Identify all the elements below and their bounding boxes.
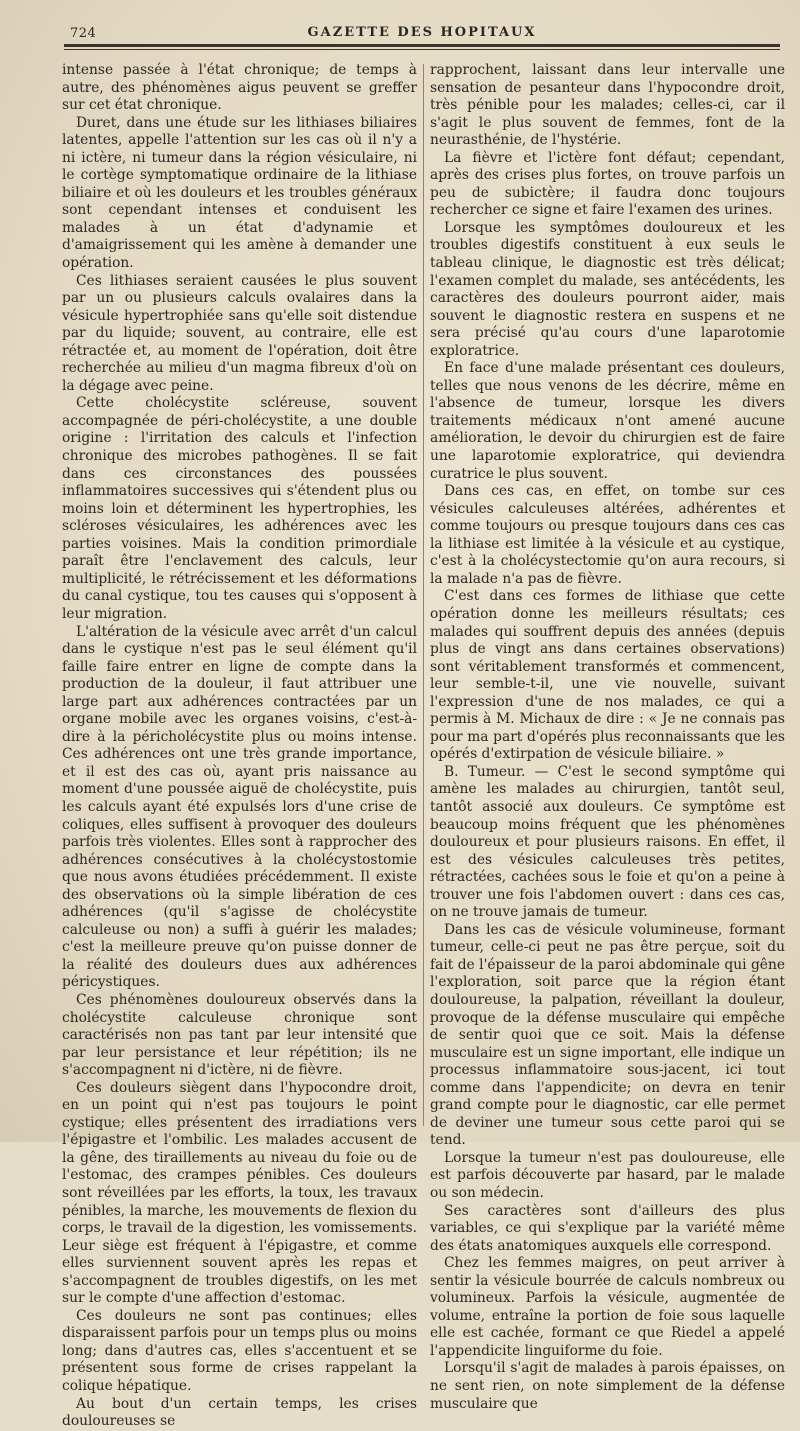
paragraph: Au bout d'un certain temps, les crises douloureuses se <box>62 1395 417 1430</box>
paragraph: Lorsqu'il s'agit de malades à parois épaisses, on ne sent rien, on note simplement de la défense musculaire que <box>430 1360 785 1412</box>
paragraph: intense passée à l'état chronique; de temps à autre, des phénomènes aigus peuvent se greffer sur cet état chronique. <box>62 62 417 114</box>
right-column <box>430 62 785 1412</box>
paragraph: Cette cholécystite scléreuse, souvent accompagnée de péri-cholécystite, a une double origine : l'irritation des calculs et l'infection chronique des microbes pathogènes. Il se fait dans ces circonstances des poussées inflammatoires successives qui s'étendent plus ou moins loin et déterminent les hypertrophies, les scléroses vésiculaires, les adhérences avec les parties voisines. Mais la condition primordiale paraît être l'enclavement des calculs, leur multiplicité, le rétrécissement et les déformations du canal cystique, tou tes causes qui s'opposent à leur migration. <box>62 395 417 622</box>
paragraph: Chez les femmes maigres, on peut arriver à sentir la vésicule bourrée de calculs nombreux ou volumineux. Parfois la vésicule, augmentée de volume, entraîne la portion de foie sous laquelle elle est cachée, formant ce que Riedel a appelé l'appendicite linguiforme du foie. <box>430 1255 785 1359</box>
paragraph: Duret, dans une étude sur les lithiases biliaires latentes, appelle l'attention sur les cas où il n'y a ni ictère, ni tumeur dans la région vésiculaire, ni le cortège symptomatique ordinaire de la lithiase biliaire et où les douleurs et les troubles généraux sont cependant intenses et conduisent les malades à un état d'adynamie et d'amaigrissement qui les amène à demander une opération. <box>62 114 417 272</box>
page-header <box>64 24 780 46</box>
section-paragraph-tumeur: B. Tumeur. — C'est le second symptôme qui amène les malades au chirurgien, tantôt seul, tantôt associé aux douleurs. Ce symptôme est beaucoup moins fréquent que les phénomènes douloureux et pour plusieurs raisons. En effet, il est des vésicules calculeuses très petites, rétractées, cachées sous le foie et qu'on a peine à trouver une fois l'abdomen ouvert : dans ces cas, on ne trouve jamais de tumeur. <box>430 763 785 921</box>
paragraph: Ces douleurs ne sont pas continues; elles disparaissent parfois pour un temps plus ou moins long; dans d'autres cas, elles s'accentuent et se présentent sous forme de crises rappelant la colique hépatique. <box>62 1307 417 1395</box>
page-number: 724 <box>70 26 97 41</box>
header-rule-thick <box>64 44 780 47</box>
left-column <box>62 62 417 1430</box>
header-rule-thin <box>64 49 780 50</box>
paragraph: Lorsque les symptômes douloureux et les troubles digestifs constituent à eux seuls le tableau clinique, le diagnostic est très délicat; l'examen complet du malade, ses antécédents, les caractères des douleurs pourront aider, mais souvent le diagnostic restera en suspens et ne sera précisé qu'au cours d'une laparotomie exploratrice. <box>430 219 785 359</box>
journal-title: GAZETTE DES HOPITAUX <box>307 25 537 40</box>
paragraph: Ses caractères sont d'ailleurs des plus variables, ce qui s'explique par la variété même des états anatomiques auxquels elle correspond. <box>430 1202 785 1254</box>
paragraph: C'est dans ces formes de lithiase que cette opération donne les meilleurs résultats; ces malades qui souffrent depuis des années (depuis plus de vingt ans dans certaines observations) sont véritablement transformés et commencent, leur semble-t-il, une vie nouvelle, suivant l'expression d'une de nos malades, ce qui a permis à M. Michaux de dire : « Je ne connais pas pour ma part d'opérés plus reconnaissants que les opérés d'extirpation de vésicule biliaire. » <box>430 588 785 763</box>
paragraph: Ces lithiases seraient causées le plus souvent par un ou plusieurs calculs ovalaires dans la vésicule hypertrophiée sans qu'elle soit distendue par du liquide; souvent, au contraire, elle est rétractée et, au moment de l'opération, doit être recherchée au milieu d'un magma fibreux d'où on la dégage avec peine. <box>62 272 417 394</box>
paragraph: rapprochent, laissant dans leur intervalle une sensation de pesanteur dans l'hypocondre droit, très pénible pour les malades; celles-ci, car il s'agit le plus souvent de femmes, font de la neurasthénie, de l'hystérie. <box>430 62 785 149</box>
paragraph: Lorsque la tumeur n'est pas douloureuse, elle est parfois découverte par hasard, par le malade ou son médecin. <box>430 1149 785 1201</box>
paragraph: La fièvre et l'ictère font défaut; cependant, après des crises plus fortes, on trouve parfois un peu de subictère; il faudra donc toujours rechercher ce signe et faire l'examen des urines. <box>430 149 785 219</box>
paragraph: Dans ces cas, en effet, on tombe sur ces vésicules calculeuses altérées, adhérentes et comme toujours ou presque toujours dans ces cas la lithiase est limitée à la vésicule et au cystique, c'est à la cholécystectomie qu'on aura recours, si la malade n'a pas de fièvre. <box>430 483 785 587</box>
paragraph: Ces phénomènes douloureux observés dans la cholécystite calculeuse chronique sont caractérisés non pas tant par leur intensité que par leur persistance et leur répétition; ils ne s'accompagnent ni d'ictère, ni de fièvre. <box>62 991 417 1079</box>
paragraph: En face d'une malade présentant ces douleurs, telles que nous venons de les décrire, même en l'absence de tumeur, lorsque les divers traitements médicaux n'ont amené aucune amélioration, le devoir du chirurgien est de faire une laparotomie exploratrice, qui deviendra curatrice le plus souvent. <box>430 360 785 482</box>
column-divider <box>423 64 424 1126</box>
paragraph: Ces douleurs siègent dans l'hypocondre droit, en un point qui n'est pas toujours le point cystique; elles présentent des irradiations vers l'épigastre et l'ombilic. Les malades accusent de la gêne, des tiraillements au niveau du foie ou de l'estomac, des crampes pénibles. Ces douleurs sont réveillées par les efforts, la toux, les travaux pénibles, la marche, les mouvements de flexion du corps, le travail de la digestion, les vomissements. Leur siège est fréquent à l'épigastre, et comme elles surviennent souvent après les repas et s'accompagnent de troubles digestifs, on les met sur le compte d'une affection d'estomac. <box>62 1079 417 1307</box>
paragraph: L'altération de la vésicule avec arrêt d'un calcul dans le cystique n'est pas le seul élément qu'il faille faire entrer en ligne de compte dans la production de la douleur, il faut attribuer une large part aux adhérences contractées par un organe mobile avec les organes voisins, c'est-à-dire à la péricholécystite plus ou moins intense. Ces adhérences ont une très grande importance, et il est des cas où, ayant pris naissance au moment d'une poussée aiguë de cholécystite, puis les calculs ayant été expulsés lors d'une crise de coliques, elles suffisent à provoquer des douleurs parfois très violentes. Elles sont à rapprocher des adhérences consécutives à la cholécystostomie que nous avons étudiées précédemment. Il existe des observations où la simple libération de ces adhérences (qu'il s'agisse de cholécystite calculeuse ou non) a suffi à guérir les malades; c'est la meilleure preuve qu'on puisse donner de la réalité des douleurs dues aux adhérences péricystiques. <box>62 623 417 991</box>
paragraph: Dans les cas de vésicule volumineuse, formant tumeur, celle-ci peut ne pas être perçue, soit du fait de l'épaisseur de la paroi abdominale qui gêne l'exploration, soit parce que la région étant douloureuse, la palpation, réveillant la douleur, provoque de la défense musculaire qui empêche de sentir quoi que ce soit. Mais la défense musculaire est un signe important, elle indique un processus inflammatoire sous-jacent, ici tout comme dans l'appendicite; on devra en tenir grand compte pour le diagnostic, car elle permet de deviner une tumeur sous cette paroi qui se tend. <box>430 921 785 1149</box>
